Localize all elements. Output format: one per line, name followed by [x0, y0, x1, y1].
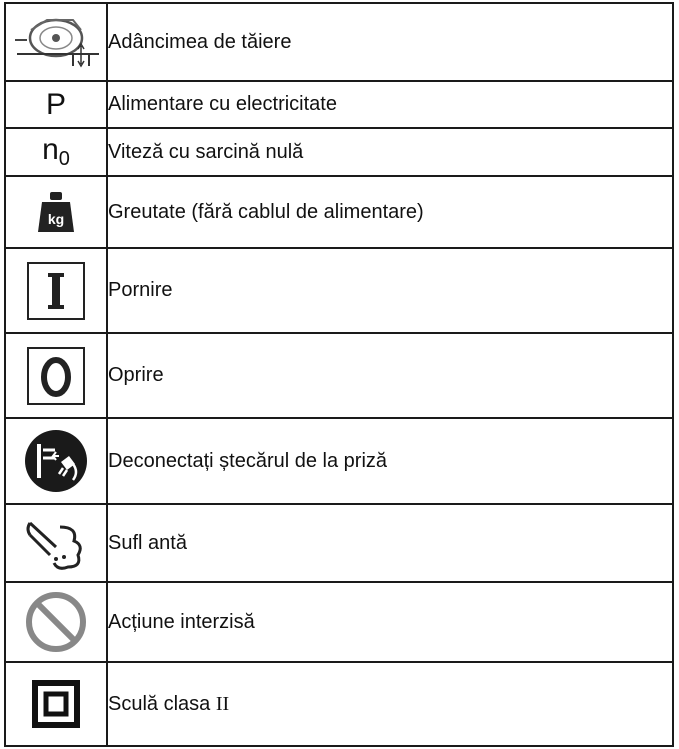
- table-row: [5, 248, 673, 333]
- table-row: [5, 3, 673, 81]
- symbol-cell: [5, 504, 107, 582]
- row-label: Sufl antă: [107, 504, 673, 582]
- weight-icon: [36, 190, 76, 234]
- symbol-cell: [5, 662, 107, 746]
- symbol-cell: [5, 418, 107, 504]
- no-load-speed-symbol: $n_0$: [42, 133, 70, 170]
- symbol-cell: [5, 81, 107, 128]
- row-label: Alimentare cu electricitate: [107, 81, 673, 128]
- table-row: [5, 504, 673, 582]
- table-row: [5, 81, 673, 128]
- row-label: Oprire: [107, 333, 673, 418]
- row-label: Greutate (fără cablul de alimentare): [107, 176, 673, 248]
- table-row: [5, 128, 673, 176]
- symbol-cell: [5, 128, 107, 176]
- prohibited-icon: [23, 589, 89, 655]
- weight-unit-label: kg: [47, 211, 65, 227]
- row-label: Pornire: [107, 248, 673, 333]
- symbol-cell: [5, 582, 107, 662]
- row-label: Acțiune interzisă: [107, 582, 673, 662]
- symbol-legend-table: [4, 2, 674, 747]
- row-label: Adâncimea de tăiere: [107, 3, 673, 81]
- saw-icon: [11, 14, 101, 70]
- on-icon: [26, 261, 86, 321]
- row-label: Viteză cu sarcină nulă: [107, 128, 673, 176]
- symbol-cell: [5, 3, 107, 81]
- off-icon: [26, 346, 86, 406]
- table-row: [5, 333, 673, 418]
- row-label: Deconectați ștecărul de la priză: [107, 418, 673, 504]
- table-row: [5, 662, 673, 746]
- row-label: Sculă clasa II: [107, 662, 673, 746]
- blower-icon: [24, 513, 88, 573]
- symbol-cell: [5, 176, 107, 248]
- table-row: [5, 418, 673, 504]
- class-ii-icon: [32, 680, 80, 728]
- symbol-cell: [5, 333, 107, 418]
- unplug-icon: [23, 428, 89, 494]
- symbol-cell: [5, 248, 107, 333]
- power-symbol: P: [45, 87, 66, 121]
- table-row: [5, 582, 673, 662]
- table-row: [5, 176, 673, 248]
